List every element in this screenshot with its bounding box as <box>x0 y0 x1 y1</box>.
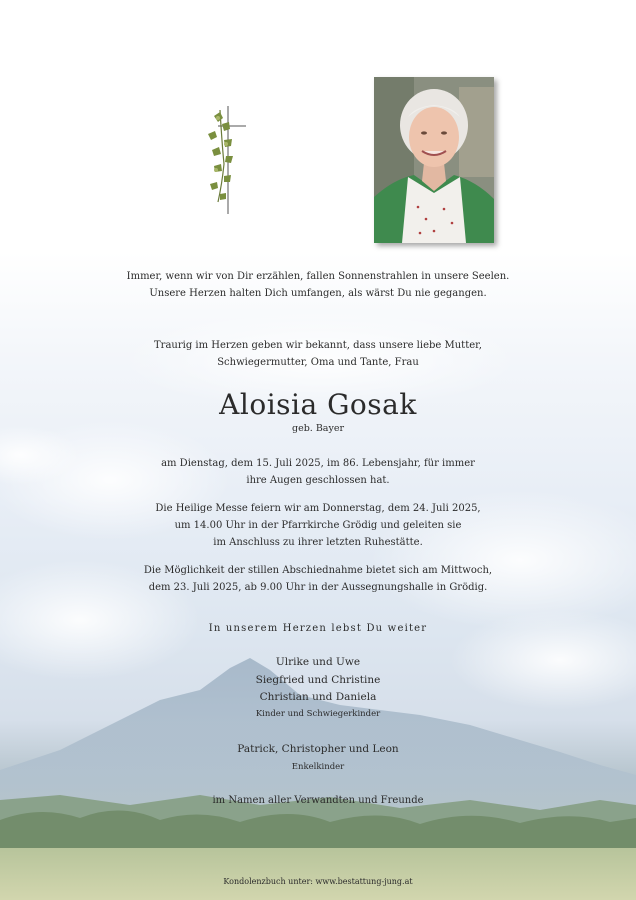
death-line-1: am Dienstag, dem 15. Juli 2025, im 86. Lebensjahr, für immer <box>161 458 475 469</box>
mass-line-2: um 14.00 Uhr in der Pfarrkirche Grödig und geleiten sie <box>174 520 462 531</box>
grandchildren: Patrick, Christopher und Leon <box>237 743 399 755</box>
child-couple-3: Christian und Daniela <box>259 691 377 703</box>
farewell-line-2: dem 23. Juli 2025, ab 9.00 Uhr in der Aussegnungshalle in Grödig. <box>148 582 488 593</box>
farewell-line-1: Die Möglichkeit der stillen Abschiednahme bietet sich am Mittwoch, <box>143 565 493 576</box>
farewell-notice <box>0 562 636 596</box>
death-notice <box>0 455 636 489</box>
portrait-photo <box>374 77 494 243</box>
portrait-image <box>374 77 494 243</box>
motto: In unserem Herzen lebst Du weiter <box>208 623 428 634</box>
child-couple-1: Ulrike und Uwe <box>275 656 361 668</box>
mourners-children <box>0 654 636 707</box>
children-label: Kinder und Schwiegerkinder <box>255 709 381 719</box>
child-couple-2: Siegfried und Christine <box>255 673 381 686</box>
mass-line-3: im Anschluss zu ihrer letzten Ruhestätte. <box>213 537 423 548</box>
verse-line-2: Unsere Herzen halten Dich umfangen, als wärst Du nie gegangen. <box>149 288 487 299</box>
condolence-footer: Kondolenzbuch unter: www.bestattung-jung.at <box>223 877 413 886</box>
ivy-cross-icon <box>200 104 250 216</box>
announcement-line-2: Schwiegermutter, Oma und Tante, Frau <box>217 357 419 368</box>
deceased-name: Aloisia Gosak <box>219 388 417 421</box>
announcement <box>0 337 636 371</box>
announcement-line-1: Traurig im Herzen geben wir bekannt, dass unsere liebe Mutter, <box>154 340 482 351</box>
verse-line-1: Immer, wenn wir von Dir erzählen, fallen Sonnenstrahlen in unsere Seelen. <box>126 271 510 282</box>
birth-name: geb. Bayer <box>292 423 344 434</box>
mass-notice <box>0 500 636 551</box>
verse <box>0 268 636 302</box>
death-line-2: ihre Augen geschlossen hat. <box>246 475 390 486</box>
grandchildren-label: Enkelkinder <box>291 762 345 772</box>
mass-line-1: Die Heilige Messe feiern wir am Donnerstag, dem 24. Juli 2025, <box>155 503 481 514</box>
closing-line: im Namen aller Verwandten und Freunde <box>212 795 424 806</box>
